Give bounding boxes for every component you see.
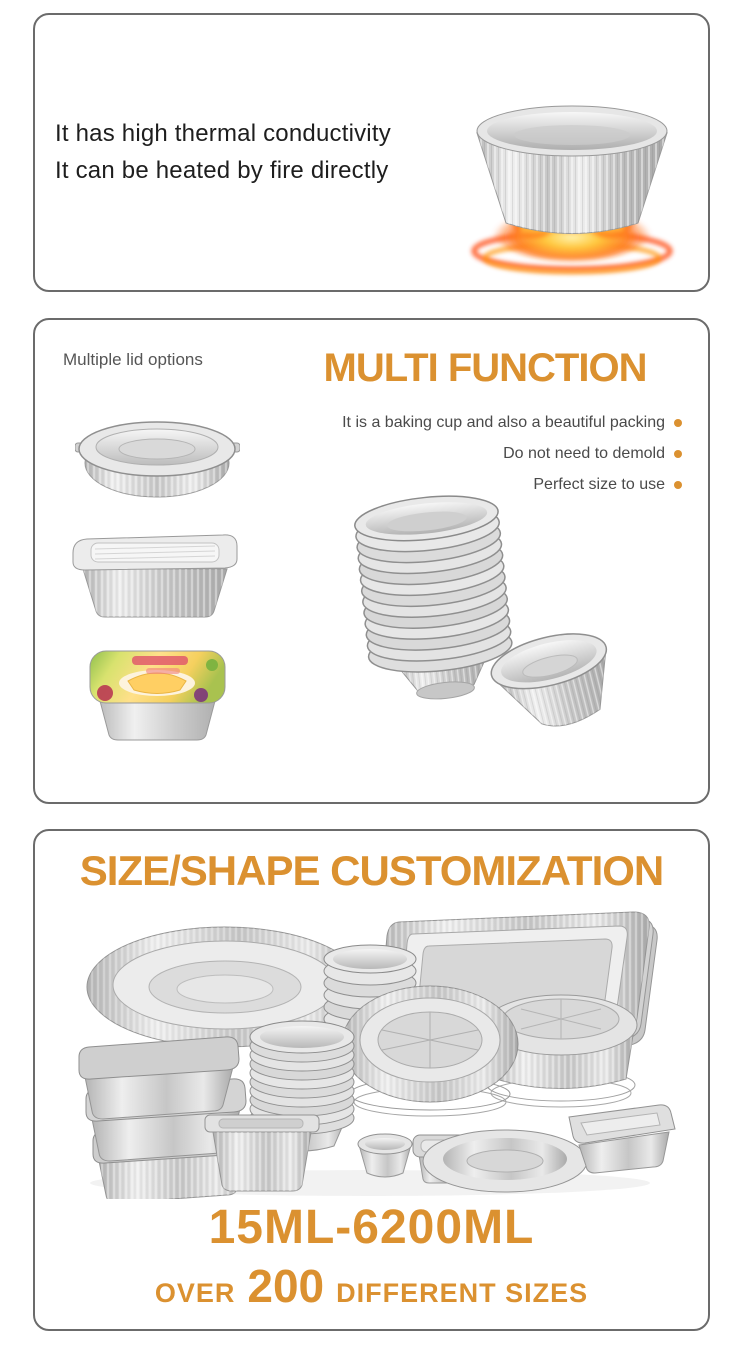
- thermal-line-1: It has high thermal conductivity: [55, 120, 391, 147]
- single-foil-cup-image: [485, 606, 617, 744]
- bullet-dot-icon: [674, 419, 682, 427]
- round-foil-pan-image: [75, 405, 240, 505]
- sizes-suffix-text: DIFFERENT SIZES: [336, 1278, 589, 1308]
- bullet-dot-icon: [674, 450, 682, 458]
- multi-function-card: [33, 318, 710, 804]
- rectangular-foil-container-image: [65, 523, 245, 623]
- feature-bullet: [342, 445, 682, 463]
- thermal-conductivity-card: [33, 13, 710, 292]
- printed-lid-container-image: [80, 643, 235, 745]
- thermal-line-2: It can be heated by fire directly: [55, 157, 389, 184]
- bullet-text: Do not need to demold: [503, 445, 665, 462]
- bullet-text: Perfect size to use: [533, 476, 665, 493]
- multi-function-title: MULTI FUNCTION: [323, 346, 647, 390]
- sizes-number-text: 200: [247, 1260, 325, 1312]
- volume-range-text: 15ML-6200ML: [208, 1201, 535, 1254]
- bullet-dot-icon: [674, 481, 682, 489]
- sizes-prefix-text: OVER: [154, 1278, 236, 1308]
- multiple-lid-options-label: Multiple lid options: [63, 350, 203, 369]
- size-shape-customization-card: [33, 829, 710, 1331]
- foil-cup-fire-image: [452, 81, 692, 283]
- sizes-count-line: [35, 1259, 708, 1313]
- feature-bullet: [342, 414, 682, 432]
- bullet-text: It is a baking cup and also a beautiful packing: [342, 414, 665, 431]
- thermal-text: [55, 115, 391, 189]
- assorted-containers-collage-image: [65, 907, 682, 1199]
- size-shape-title: SIZE/SHAPE CUSTOMIZATION: [79, 847, 664, 894]
